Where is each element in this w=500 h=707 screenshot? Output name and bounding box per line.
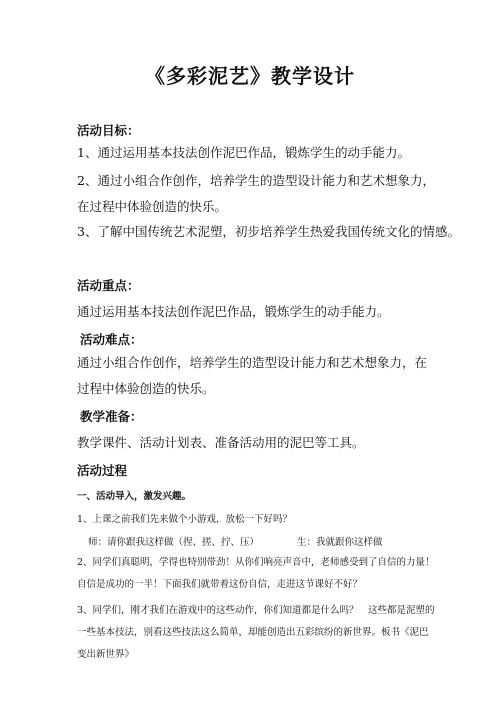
process-line-4: 3、同学们，刚才我们在游戏中的这些动作，你们知道都是什么吗？ 这些都是泥塑的一些基本技法，别看这些技法这么简单，却能创造出五彩缤纷的新世界。板书《泥巴变出新世界》: [77, 605, 435, 660]
difficulty-heading: 活动难点：: [80, 332, 143, 347]
objective-item-2: 2、通过小组合作创作，培养学生的造型设计能力和艺术想象力，在过程中体验创造的快乐。: [77, 173, 435, 214]
process-line-2a: 师：请你跟我这样做（捏、搓、拧、压）: [88, 537, 260, 548]
key-point-text: 通过运用基本技法创作泥巴作品，锻炼学生的动手能力。: [77, 304, 390, 319]
objectives-heading: 活动目标：: [77, 123, 140, 138]
document-title: 《多彩泥艺》教学设计: [145, 64, 355, 88]
preparation-text: 教学课件、活动计划表、准备活动用的泥巴等工具。: [77, 435, 365, 450]
key-point-heading: 活动重点：: [77, 278, 140, 293]
process-heading: 活动过程: [77, 463, 128, 478]
objective-item-3: 3、了解中国传统艺术泥塑，初步培养学生热爱我国传统文化的情感。: [77, 224, 460, 239]
difficulty-text: 通过小组合作创作，培养学生的造型设计能力和艺术想象力，在过程中体验创造的快乐。: [77, 355, 428, 396]
process-line-3: 2、同学们真聪明，学得也特别带劲！从你们响亮声音中，老师感受到了自信的力量！自信是成功的一半！下面我们就带着这份自信，走进这节课好不好？: [77, 557, 435, 590]
process-line-2b: 生：我就跟你这样做: [297, 537, 383, 548]
process-line-1: 1、上课之前我们先来做个小游戏，放松一下好吗？: [77, 514, 293, 525]
preparation-heading: 教学准备：: [80, 409, 143, 424]
section-1-heading: 一、活动导入，激发兴趣。: [77, 491, 192, 502]
objective-item-1: 1、通过运用基本技法创作泥巴作品，锻炼学生的动手能力。: [77, 145, 410, 160]
